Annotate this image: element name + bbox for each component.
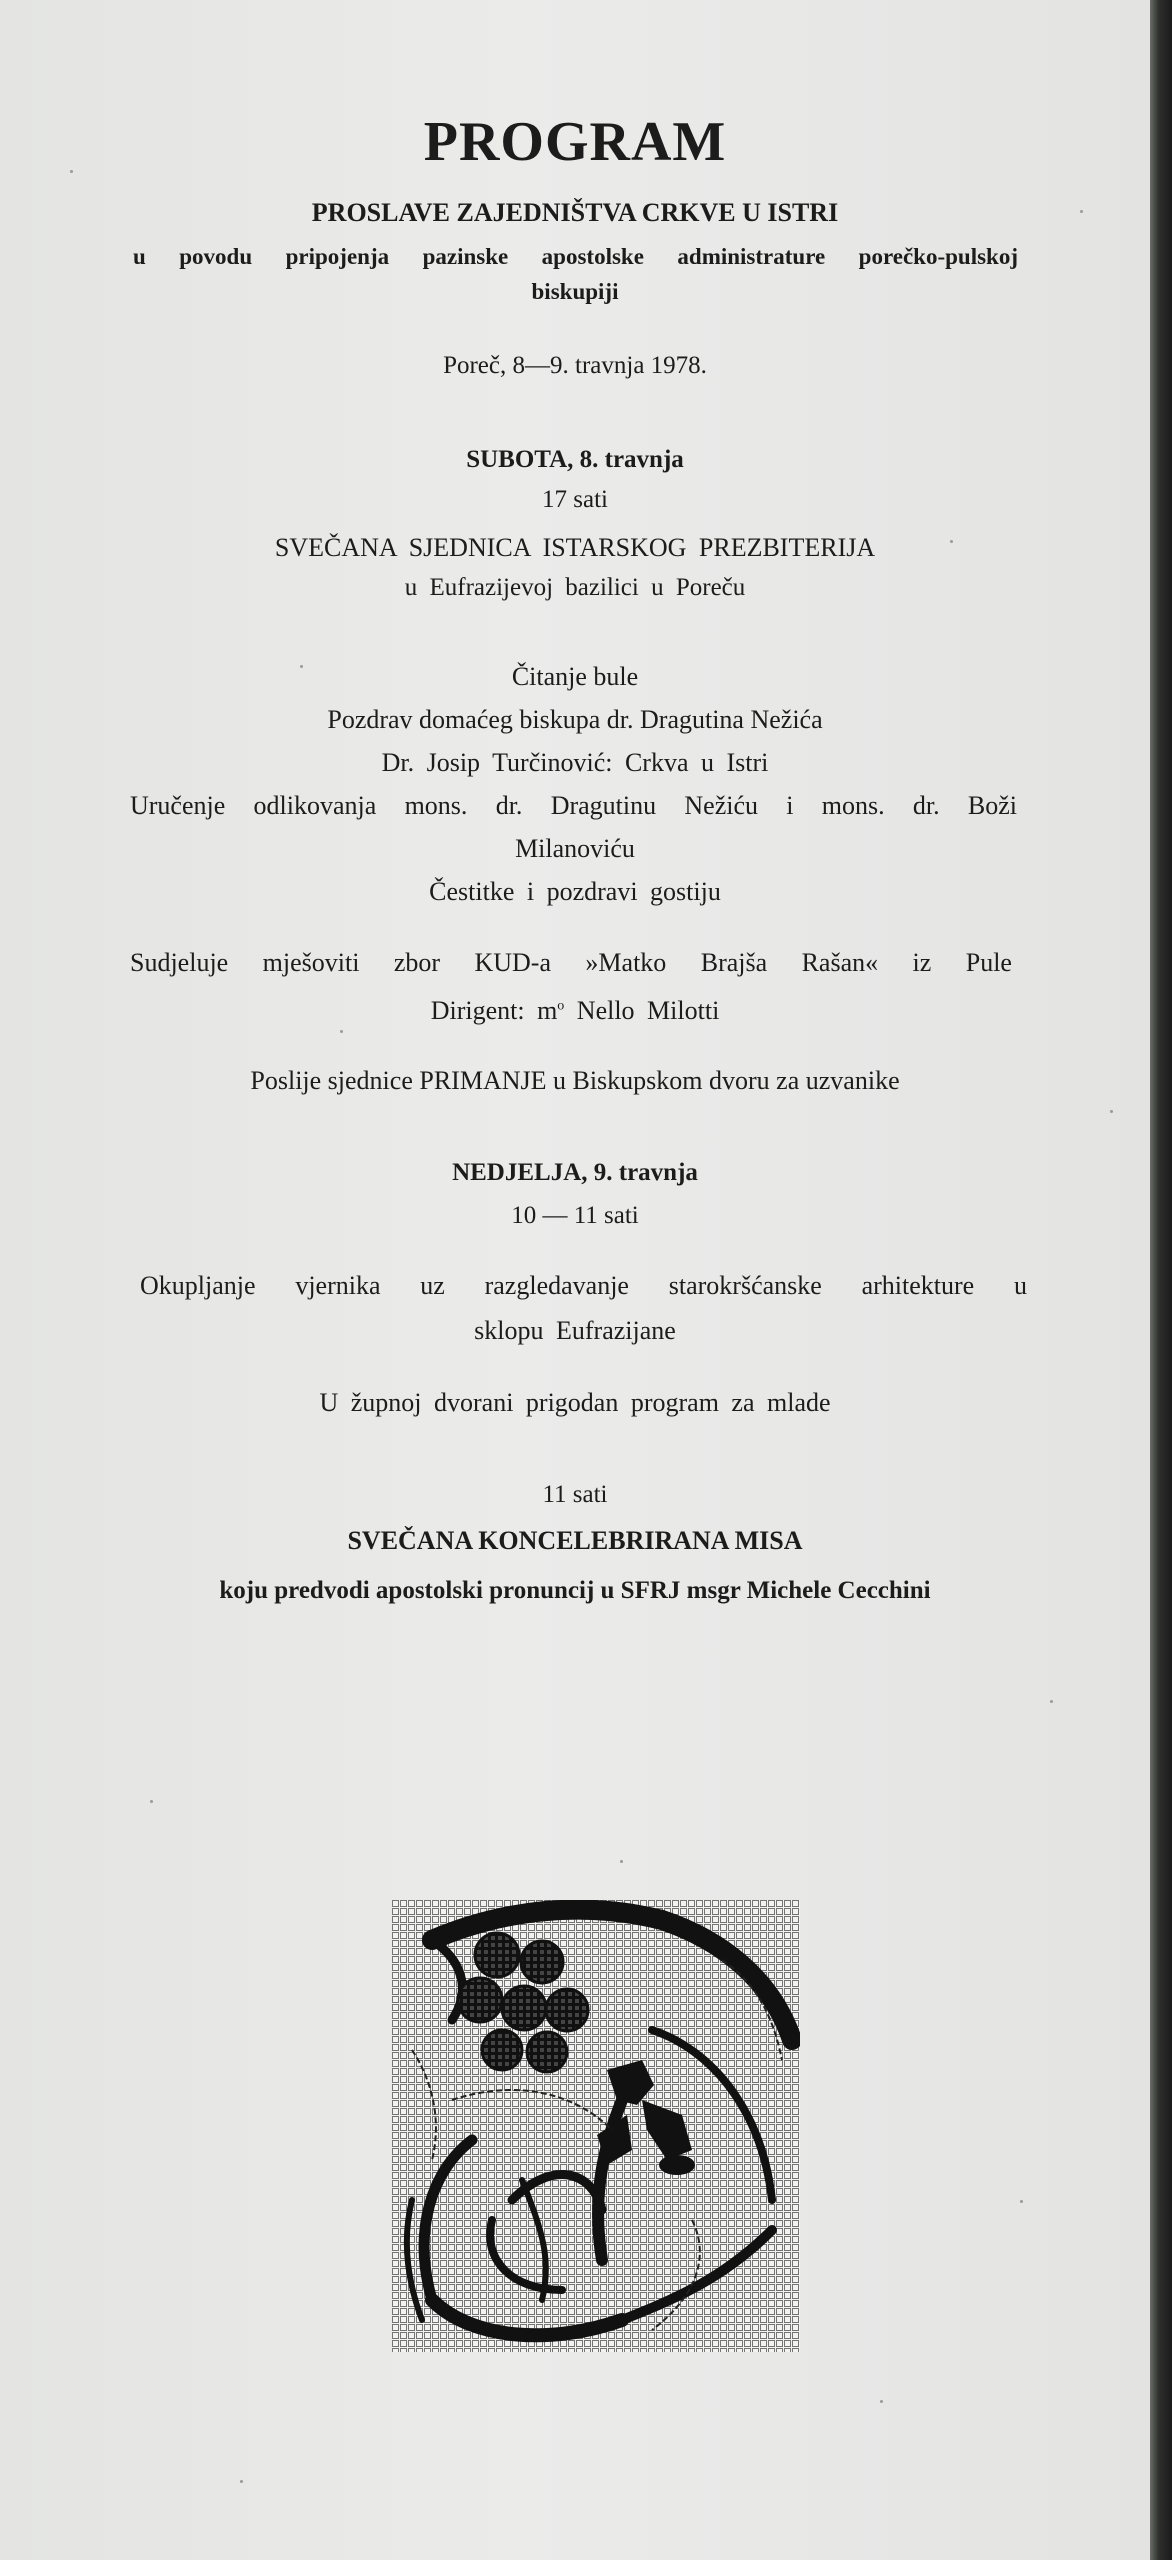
- word: Sudjeluje: [130, 948, 229, 977]
- youth-programme: U župnoj dvorani prigodan program za mlade: [319, 1388, 831, 1417]
- word: Brajša: [700, 948, 768, 977]
- word: mons.: [821, 791, 885, 820]
- subheading-line-2: biskupiji: [531, 279, 619, 304]
- mass-title: SVEČANA KONCELEBRIRANA MISA: [347, 1526, 803, 1555]
- subheading-line-1: [133, 245, 1018, 268]
- conductor-line: [0, 998, 1150, 1024]
- word: Uručenje: [130, 791, 226, 820]
- word: i: [786, 791, 794, 820]
- place-date: Poreč, 8—9. travnja 1978.: [443, 352, 707, 379]
- word: mons.: [404, 791, 468, 820]
- word: Rašan«: [801, 948, 879, 977]
- word: »Matko: [585, 948, 667, 977]
- programme-item: Dr. Josip Turčinović: Crkva u Istri: [381, 748, 769, 777]
- conductor-superscript: o: [557, 998, 565, 1014]
- word: dr.: [912, 791, 940, 820]
- programme-item: Pozdrav domaćeg biskupa dr. Dragutina Nežića: [327, 705, 823, 734]
- word: uz: [420, 1271, 445, 1300]
- celebration-heading: PROSLAVE ZAJEDNIŠTVA CRKVE U ISTRI: [311, 198, 839, 227]
- mass-leader: koju predvodi apostolski pronuncij u SFRJ msgr Michele Cecchini: [219, 1577, 931, 1604]
- award-line-2: Milanoviću: [515, 834, 635, 863]
- word: zbor: [393, 948, 441, 977]
- saturday-event-title: SVEČANA SJEDNICA ISTARSKOG PREZBITERIJA: [274, 533, 876, 562]
- word: odlikovanja: [253, 791, 377, 820]
- gathering-line-1: [140, 1273, 1027, 1299]
- sunday-time-2: 11 sati: [542, 1481, 608, 1508]
- word: arhitekture: [861, 1271, 975, 1300]
- mosaic-bird-grapes-illustration: [392, 1900, 800, 2352]
- document-title: PROGRAM: [423, 111, 727, 173]
- word: dr.: [495, 791, 523, 820]
- word: razgledavanje: [484, 1271, 629, 1300]
- word: Boži: [967, 791, 1017, 820]
- choir-line: [130, 950, 1012, 976]
- word: Nežiću: [684, 791, 758, 820]
- saturday-time: 17 sati: [542, 486, 608, 513]
- word: vjernika: [295, 1271, 381, 1300]
- reception-note: Poslije sjednice PRIMANJE u Biskupskom dvoru za uzvanike: [250, 1066, 900, 1095]
- word: Pule: [965, 948, 1012, 977]
- word: Dragutinu: [550, 791, 657, 820]
- saturday-heading: SUBOTA, 8. travnja: [466, 446, 684, 473]
- word: KUD-a: [474, 948, 551, 977]
- word: Okupljanje: [140, 1271, 256, 1300]
- word: starokršćanske: [668, 1271, 822, 1300]
- conductor-prefix: Dirigent: m: [430, 996, 558, 1025]
- saturday-event-location: u Eufrazijevoj bazilici u Poreču: [404, 574, 746, 601]
- greetings-item: Čestitke i pozdravi gostiju: [429, 877, 721, 906]
- page-edge-shadow: [1150, 0, 1172, 2560]
- conductor-name: Nello Milotti: [564, 996, 720, 1025]
- subheading-text: u povodu pripojenja pazinske apostolske administrature porečko-pulskoj: [133, 244, 1018, 269]
- gathering-line-2: sklopu Eufrazijane: [474, 1316, 676, 1345]
- programme-item: Čitanje bule: [511, 662, 639, 691]
- word: mješoviti: [262, 948, 360, 977]
- word: u: [1013, 1271, 1027, 1300]
- sunday-time-1: 10 — 11 sati: [511, 1202, 639, 1229]
- sunday-heading: NEDJELJA, 9. travnja: [452, 1159, 698, 1186]
- word: iz: [912, 948, 932, 977]
- award-line-1: [130, 793, 1017, 819]
